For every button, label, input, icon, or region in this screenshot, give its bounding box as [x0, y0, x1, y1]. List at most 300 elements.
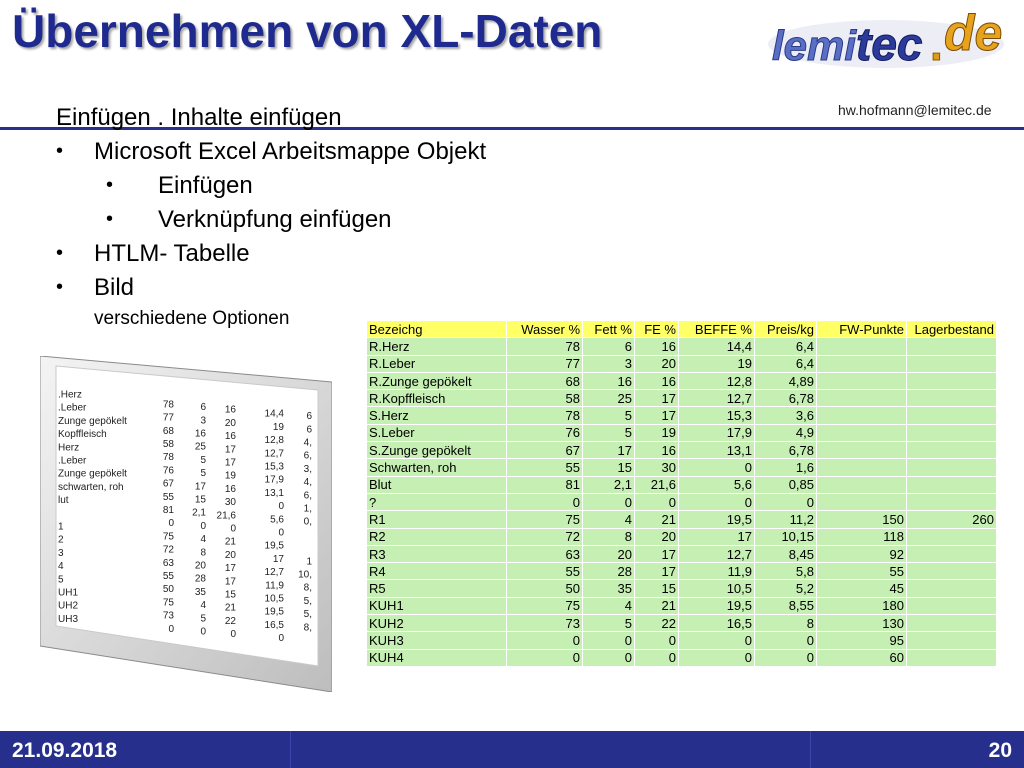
table-cell [907, 424, 997, 441]
table-cell: 12,8 [679, 372, 755, 389]
table-cell [907, 545, 997, 562]
table-cell: 180 [817, 597, 907, 614]
table-cell: Blut [367, 476, 507, 493]
table-cell: 55 [817, 563, 907, 580]
table-cell: 17 [635, 545, 679, 562]
table-cell: 19 [679, 355, 755, 372]
table-cell: KUH3 [367, 632, 507, 649]
thumbnail-cell: lut [58, 495, 69, 507]
bullet-dot-icon: • [106, 208, 114, 230]
footer-divider [810, 731, 811, 768]
table-cell: 15,3 [679, 407, 755, 424]
table-row [367, 442, 997, 459]
table-row [367, 424, 997, 441]
table-cell: 0 [507, 649, 583, 666]
thumbnail-cell: 72 [162, 544, 174, 556]
thumbnail-cell: 0 [278, 527, 284, 539]
table-cell: 4,9 [755, 424, 817, 441]
thumbnail-cell: 17 [224, 563, 236, 575]
thumbnail-cell: 68 [162, 425, 174, 437]
thumbnail-cell: UH2 [58, 600, 79, 612]
table-row [367, 563, 997, 580]
thumbnail-cell: 6 [306, 424, 312, 436]
table-cell: 0 [635, 649, 679, 666]
table-cell: 6,78 [755, 390, 817, 407]
column-header: Lagerbestand [907, 321, 997, 338]
thumbnail-cell: 19 [272, 421, 284, 433]
svg-text:.: . [930, 18, 943, 70]
table-cell: 12,7 [679, 390, 755, 407]
column-header: Fett % [583, 321, 635, 338]
page-number: 20 [988, 739, 1012, 762]
table-row [367, 615, 997, 632]
table-cell: 45 [817, 580, 907, 597]
table-cell: 130 [817, 615, 907, 632]
table-cell: 19,5 [679, 511, 755, 528]
table-cell: 10,15 [755, 528, 817, 545]
table-row [367, 338, 997, 355]
table-cell: 16 [635, 442, 679, 459]
table-cell: 21 [635, 597, 679, 614]
thumbnail-cell: 17 [224, 457, 236, 469]
table-cell [907, 597, 997, 614]
table-cell: 8,45 [755, 545, 817, 562]
ingredient-table [366, 320, 997, 667]
table-cell: 0 [507, 493, 583, 510]
table-cell: R3 [367, 545, 507, 562]
table-cell: 78 [507, 407, 583, 424]
thumbnail-cell: 8, [303, 622, 312, 634]
thumbnail-cell: 8, [303, 582, 312, 594]
table-cell: 67 [507, 442, 583, 459]
thumbnail-cell: 16,5 [264, 619, 284, 631]
table-cell: 4 [583, 597, 635, 614]
table-cell: S.Zunge gepökelt [367, 442, 507, 459]
bullet-heading: Einfügen . Inhalte einfügen [56, 104, 342, 131]
table-cell: 0 [583, 632, 635, 649]
thumbnail-cell: Herz [58, 442, 80, 454]
table-cell: 16,5 [679, 615, 755, 632]
thumbnail-cell: 21 [224, 536, 236, 548]
table-cell: 20 [635, 355, 679, 372]
table-cell: 55 [507, 563, 583, 580]
table-cell: 6,4 [755, 338, 817, 355]
table-header-row [367, 321, 997, 338]
table-cell: 0 [679, 493, 755, 510]
table-cell: 17 [635, 563, 679, 580]
table-row [367, 390, 997, 407]
thumbnail-cell: .Leber [58, 455, 87, 467]
table-cell: 0 [679, 459, 755, 476]
thumbnail-cell: 4, [303, 477, 312, 489]
thumbnail-cell: 20 [224, 417, 236, 429]
table-cell [907, 390, 997, 407]
table-row [367, 597, 997, 614]
table-row [367, 493, 997, 510]
table-cell: 14,4 [679, 338, 755, 355]
thumbnail-cell: 1 [306, 556, 312, 568]
thumbnail-cell: 17 [194, 481, 206, 493]
thumbnail-cell: 6 [200, 402, 206, 414]
svg-text:tec: tec [856, 18, 923, 70]
table-cell: R4 [367, 563, 507, 580]
table-row [367, 407, 997, 424]
thumbnail-cell: 5 [58, 574, 64, 586]
slide-title: Übernehmen von XL-Daten [12, 5, 603, 57]
table-cell [907, 632, 997, 649]
thumbnail-cell: 16 [194, 428, 206, 440]
thumbnail-cell: 63 [162, 557, 174, 569]
table-row [367, 580, 997, 597]
column-header: BEFFE % [679, 321, 755, 338]
table-cell [907, 493, 997, 510]
table-cell: 0 [635, 632, 679, 649]
thumbnail-cell: 19,5 [264, 540, 284, 552]
thumbnail-cell: 0 [278, 633, 284, 645]
thumbnail-cell: 78 [162, 452, 174, 464]
thumbnail-cell: Kopffleisch [58, 429, 107, 441]
table-cell [817, 372, 907, 389]
thumbnail-cell: 11,9 [265, 580, 284, 592]
thumbnail-cell: 0, [303, 516, 312, 528]
table-cell: S.Herz [367, 407, 507, 424]
thumbnail-cell: 12,8 [264, 435, 284, 447]
table-cell: 76 [507, 424, 583, 441]
table-cell: KUH4 [367, 649, 507, 666]
thumbnail-cell: 3 [200, 415, 206, 427]
thumbnail-cell: 3, [303, 463, 312, 475]
table-cell: 21 [635, 511, 679, 528]
thumbnail-cell: 15 [224, 589, 236, 601]
column-header: FW-Punkte [817, 321, 907, 338]
table-cell: 17 [679, 528, 755, 545]
table-cell: 50 [507, 580, 583, 597]
thumbnail-cell: 5 [200, 468, 206, 480]
table-cell: 75 [507, 511, 583, 528]
table-cell: 15 [635, 580, 679, 597]
table-cell [907, 476, 997, 493]
thumbnail-cell: 0 [200, 520, 206, 532]
table-cell: 0 [635, 493, 679, 510]
thumbnail-cell: 12,7 [264, 448, 284, 460]
table-cell [907, 372, 997, 389]
table-cell: 3,6 [755, 407, 817, 424]
table-cell: 4,89 [755, 372, 817, 389]
thumbnail-cell: Zunge gepökelt [58, 468, 127, 480]
thumbnail-cell: 0 [168, 518, 174, 530]
table-cell: R.Herz [367, 338, 507, 355]
table-cell: R.Kopffleisch [367, 390, 507, 407]
table-cell: 5 [583, 407, 635, 424]
table-cell: 35 [583, 580, 635, 597]
table-cell: 16 [635, 338, 679, 355]
thumbnail-cell: 17 [272, 553, 284, 565]
table-cell: 3 [583, 355, 635, 372]
table-cell: 5 [583, 615, 635, 632]
table-cell: 12,7 [679, 545, 755, 562]
thumbnail-cell: .Leber [58, 402, 87, 414]
thumbnail-cell: 20 [224, 549, 236, 561]
table-cell: 21,6 [635, 476, 679, 493]
table-cell: R1 [367, 511, 507, 528]
table-cell: 30 [635, 459, 679, 476]
thumbnail-cell: 22 [224, 615, 236, 627]
thumbnail-cell: 4 [200, 600, 206, 612]
thumbnail-cell: 12,7 [264, 567, 284, 579]
column-header: Preis/kg [755, 321, 817, 338]
thumbnail-cell: 1 [58, 521, 64, 533]
thumbnail-cell: 55 [162, 570, 174, 582]
svg-text:de: de [944, 5, 1003, 61]
table-row [367, 511, 997, 528]
thumbnail-cell: 76 [162, 465, 174, 477]
table-cell: 11,2 [755, 511, 817, 528]
table-cell [907, 442, 997, 459]
thumbnail-cell: 25 [194, 441, 206, 453]
table-cell: 0 [583, 649, 635, 666]
table-cell: 20 [635, 528, 679, 545]
bullet-dot-icon: • [56, 276, 64, 298]
bullet-item: Bild [94, 274, 135, 301]
thumbnail-cell: 50 [162, 584, 174, 596]
table-row [367, 649, 997, 666]
table-cell: 0 [507, 632, 583, 649]
table-cell: 68 [507, 372, 583, 389]
table-cell: 8,55 [755, 597, 817, 614]
thumbnail-cell: 5, [303, 595, 312, 607]
table-cell [907, 407, 997, 424]
table-cell [907, 615, 997, 632]
table-cell: 95 [817, 632, 907, 649]
table-cell: 17,9 [679, 424, 755, 441]
contact-email: hw.hofmann@lemitec.de [838, 102, 992, 118]
table-cell: 19 [635, 424, 679, 441]
thumbnail-cell: 78 [162, 399, 174, 411]
table-cell: 20 [583, 545, 635, 562]
thumbnail-cell: 0 [200, 626, 206, 638]
thumbnail-cell: 21,6 [216, 510, 236, 522]
thumbnail-cell: 0 [230, 523, 236, 535]
table-cell: 17 [583, 442, 635, 459]
thumbnail-cell: 10,5 [264, 593, 284, 605]
table-cell: 6,78 [755, 442, 817, 459]
table-cell: 13,1 [679, 442, 755, 459]
thumbnail-cell: 58 [162, 438, 174, 450]
table-row [367, 476, 997, 493]
table-cell: 19,5 [679, 597, 755, 614]
thumbnail-cell: 20 [194, 560, 206, 572]
thumbnail-cell: 16 [224, 483, 236, 495]
table-cell: 17 [635, 390, 679, 407]
table-cell [907, 338, 997, 355]
table-cell: 0 [679, 649, 755, 666]
thumbnail-cell: 4 [58, 561, 64, 573]
thumbnail-cell: Zunge gepökelt [58, 415, 127, 427]
table-cell: 78 [507, 338, 583, 355]
table-row [367, 632, 997, 649]
thumbnail-cell: 4, [303, 437, 312, 449]
table-cell: 63 [507, 545, 583, 562]
table-cell: 8 [583, 528, 635, 545]
table-cell: 6,4 [755, 355, 817, 372]
table-cell: 118 [817, 528, 907, 545]
thumbnail-cell: .Herz [58, 389, 82, 401]
thumbnail-cell: 10, [298, 569, 312, 581]
table-cell: 77 [507, 355, 583, 372]
table-cell [907, 355, 997, 372]
thumbnail-cell: 15,3 [264, 461, 284, 473]
thumbnail-cell: 1, [303, 503, 312, 515]
footer-date: 21.09.2018 [12, 739, 118, 762]
table-cell [907, 649, 997, 666]
table-cell [817, 442, 907, 459]
table-cell: 60 [817, 649, 907, 666]
table-cell: 75 [507, 597, 583, 614]
table-cell: KUH2 [367, 615, 507, 632]
table-cell: R2 [367, 528, 507, 545]
table-cell: 16 [583, 372, 635, 389]
table-cell [817, 338, 907, 355]
table-cell: 5,8 [755, 563, 817, 580]
excel-screenshot-image [40, 356, 332, 692]
table-cell: 28 [583, 563, 635, 580]
thumbnail-cell: 0 [168, 623, 174, 635]
thumbnail-cell: 14,4 [264, 408, 284, 420]
table-cell: R.Zunge gepökelt [367, 372, 507, 389]
bullet-dot-icon: • [56, 140, 64, 162]
thumbnail-cell: 2 [58, 534, 64, 546]
thumbnail-cell: 55 [162, 491, 174, 503]
table-cell: 6 [583, 338, 635, 355]
bullet-dot-icon: • [56, 242, 64, 264]
thumbnail-cell: 81 [162, 504, 174, 516]
table-cell: 25 [583, 390, 635, 407]
table-cell [907, 563, 997, 580]
table-cell: 72 [507, 528, 583, 545]
table-cell [817, 390, 907, 407]
thumbnail-cell: UH3 [58, 613, 79, 625]
thumbnail-cell: 5, [303, 609, 312, 621]
table-cell: 11,9 [679, 563, 755, 580]
bullet-note: verschiedene Optionen [94, 308, 290, 329]
table-cell: 5 [583, 424, 635, 441]
thumbnail-cell: 0 [230, 629, 236, 641]
thumbnail-cell: 6, [303, 450, 312, 462]
thumbnail-cell: 8 [200, 547, 206, 559]
table-cell: 1,6 [755, 459, 817, 476]
table-cell: Schwarten, roh [367, 459, 507, 476]
table-cell: 55 [507, 459, 583, 476]
thumbnail-cell: 17 [224, 576, 236, 588]
thumbnail-cell: 21 [224, 602, 236, 614]
table-cell: 0 [679, 632, 755, 649]
table-cell: 81 [507, 476, 583, 493]
table-cell [907, 459, 997, 476]
thumbnail-cell: 13,1 [264, 487, 284, 499]
table-cell [907, 580, 997, 597]
table-cell: R5 [367, 580, 507, 597]
thumbnail-cell: 15 [194, 494, 206, 506]
lemitec-logo [766, 2, 1016, 74]
table-row [367, 372, 997, 389]
thumbnail-cell: 5 [200, 454, 206, 466]
thumbnail-cell: 5 [200, 613, 206, 625]
thumbnail-cell: 75 [162, 531, 174, 543]
column-header: FE % [635, 321, 679, 338]
table-cell: 260 [907, 511, 997, 528]
thumbnail-cell: 16 [224, 404, 236, 416]
table-cell: R.Leber [367, 355, 507, 372]
table-cell: ? [367, 493, 507, 510]
table-cell: 8 [755, 615, 817, 632]
thumbnail-cell: 35 [194, 586, 206, 598]
thumbnail-cell: 28 [194, 573, 206, 585]
thumbnail-cell: 30 [224, 497, 236, 509]
table-cell: KUH1 [367, 597, 507, 614]
thumbnail-cell: 4 [200, 534, 206, 546]
thumbnail-cell: 19 [224, 470, 236, 482]
table-cell [817, 493, 907, 510]
table-cell: 4 [583, 511, 635, 528]
thumbnail-cell: 3 [58, 547, 64, 559]
table-cell: 15 [583, 459, 635, 476]
table-cell: 5,2 [755, 580, 817, 597]
svg-text:lemi: lemi [772, 22, 857, 69]
table-cell: 73 [507, 615, 583, 632]
table-cell: 92 [817, 545, 907, 562]
table-cell: 0 [755, 632, 817, 649]
table-cell: 0,85 [755, 476, 817, 493]
table-cell: 17 [635, 407, 679, 424]
table-cell: 0 [755, 649, 817, 666]
table-cell: 16 [635, 372, 679, 389]
table-cell: 22 [635, 615, 679, 632]
table-cell [907, 528, 997, 545]
thumbnail-cell: 17,9 [264, 474, 284, 486]
thumbnail-cell: 0 [278, 501, 284, 513]
bullet-subitem: Verknüpfung einfügen [158, 206, 392, 233]
thumbnail-cell: 77 [162, 412, 174, 424]
bullet-item: Microsoft Excel Arbeitsmappe Objekt [94, 138, 487, 165]
table-cell [817, 355, 907, 372]
table-row [367, 528, 997, 545]
thumbnail-cell: 17 [224, 444, 236, 456]
bullet-item: HTLM- Tabelle [94, 240, 250, 267]
table-cell: 58 [507, 390, 583, 407]
table-row [367, 355, 997, 372]
table-row [367, 459, 997, 476]
table-cell: 0 [755, 493, 817, 510]
table-cell [817, 476, 907, 493]
footer-divider [290, 731, 291, 768]
thumbnail-cell: 73 [162, 610, 174, 622]
table-cell: 10,5 [679, 580, 755, 597]
table-cell [817, 424, 907, 441]
thumbnail-cell: 67 [162, 478, 174, 490]
table-cell: 150 [817, 511, 907, 528]
table-cell: S.Leber [367, 424, 507, 441]
slide-footer [0, 731, 1024, 768]
thumbnail-cell: 6, [303, 490, 312, 502]
thumbnail-cell: UH1 [58, 587, 79, 599]
thumbnail-cell: 2,1 [192, 507, 206, 519]
table-cell [817, 407, 907, 424]
column-header: Wasser % [507, 321, 583, 338]
bullet-dot-icon: • [106, 174, 114, 196]
table-row [367, 545, 997, 562]
table-cell: 2,1 [583, 476, 635, 493]
bullet-subitem: Einfügen [158, 172, 253, 199]
